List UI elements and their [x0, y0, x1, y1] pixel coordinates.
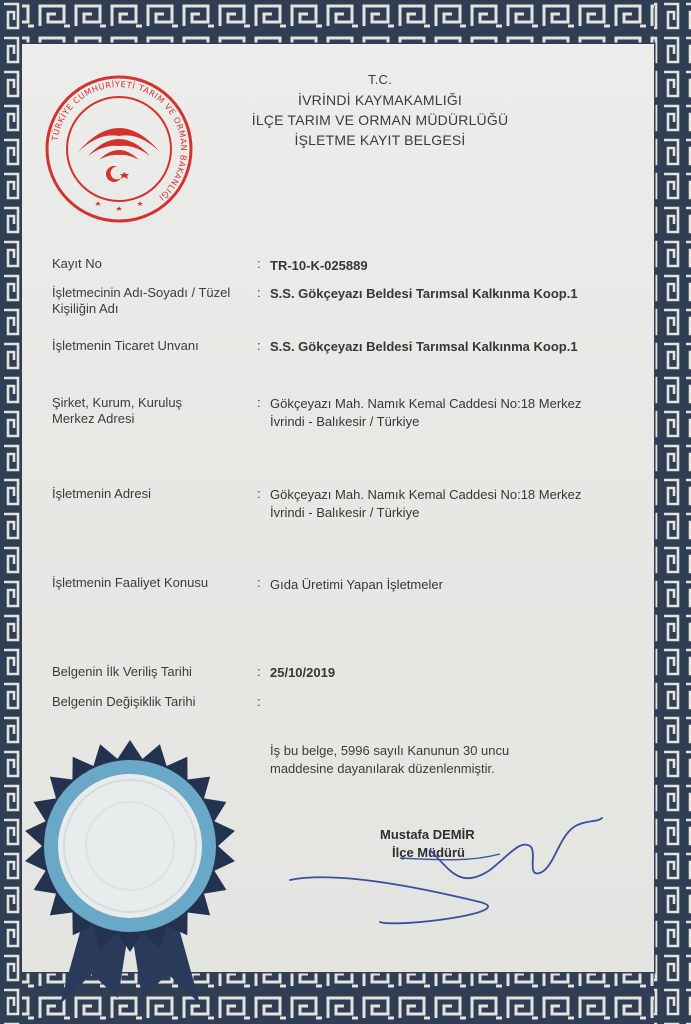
header-tc: T.C.: [368, 72, 392, 87]
field-value: 25/10/2019: [270, 665, 336, 680]
field-label: Şirket, Kurum, Kuruluş Merkez Adresi: [52, 395, 183, 426]
field-label: Belgenin Değişiklik Tarihi: [52, 694, 196, 709]
field-colon: :: [257, 664, 261, 679]
field-label: İşletmenin Ticaret Unvanı: [52, 338, 199, 353]
header-mudurluk: İLÇE TARIM VE ORMAN MÜDÜRLÜĞÜ: [251, 112, 509, 128]
field-value: S.S. Gökçeyazı Beldesi Tarımsal Kalkınma Koop.1: [270, 286, 578, 301]
field-label: İşletmecinin Adı-Soyadı / Tüzel Kişiliğin Adı: [52, 285, 231, 316]
field-label: Belgenin İlk Veriliş Tarihi: [52, 664, 192, 679]
field-colon: :: [257, 285, 261, 300]
seal-rosette-icon: [20, 726, 250, 1006]
handwritten-signature: [280, 810, 610, 940]
signer-title: İlçe Müdürü: [392, 845, 465, 860]
signer-name: Mustafa DEMİR: [380, 827, 475, 842]
field-label: Kayıt No: [52, 256, 102, 271]
document-title: İŞLETME KAYIT BELGESİ: [294, 132, 466, 148]
field-colon: :: [257, 395, 261, 410]
header-kaymakamlik: İVRİNDİ KAYMAKAMLIĞI: [298, 92, 462, 108]
field-value: Gıda Üretimi Yapan İşletmeler: [270, 577, 443, 592]
field-colon: :: [257, 486, 261, 501]
field-colon: :: [257, 575, 261, 590]
field-value: Gökçeyazı Mah. Namık Kemal Caddesi No:18 Merkez İvrindi - Balıkesir / Türkiye: [270, 396, 582, 429]
legal-footnote: İş bu belge, 5996 sayılı Kanunun 30 uncu maddesine dayanılarak düzenlenmiştir.: [270, 743, 510, 776]
field-value: Gökçeyazı Mah. Namık Kemal Caddesi No:18 Merkez İvrindi - Balıkesir / Türkiye: [270, 487, 582, 520]
field-colon: :: [257, 338, 261, 353]
logo-ring-text: TÜRKİYE CUMHURİYETİ TARIM VE ORMAN BAKANLIĞI: [49, 78, 190, 204]
field-value: S.S. Gökçeyazı Beldesi Tarımsal Kalkınma Koop.1: [270, 339, 578, 354]
document-header: [200, 70, 560, 150]
field-label: İşletmenin Adresi: [52, 486, 151, 501]
field-colon: :: [257, 256, 261, 271]
ministry-logo: [44, 74, 194, 224]
field-colon: :: [257, 694, 261, 709]
field-value: TR-10-K-025889: [270, 258, 368, 273]
field-label: İşletmenin Faaliyet Konusu: [52, 575, 209, 590]
